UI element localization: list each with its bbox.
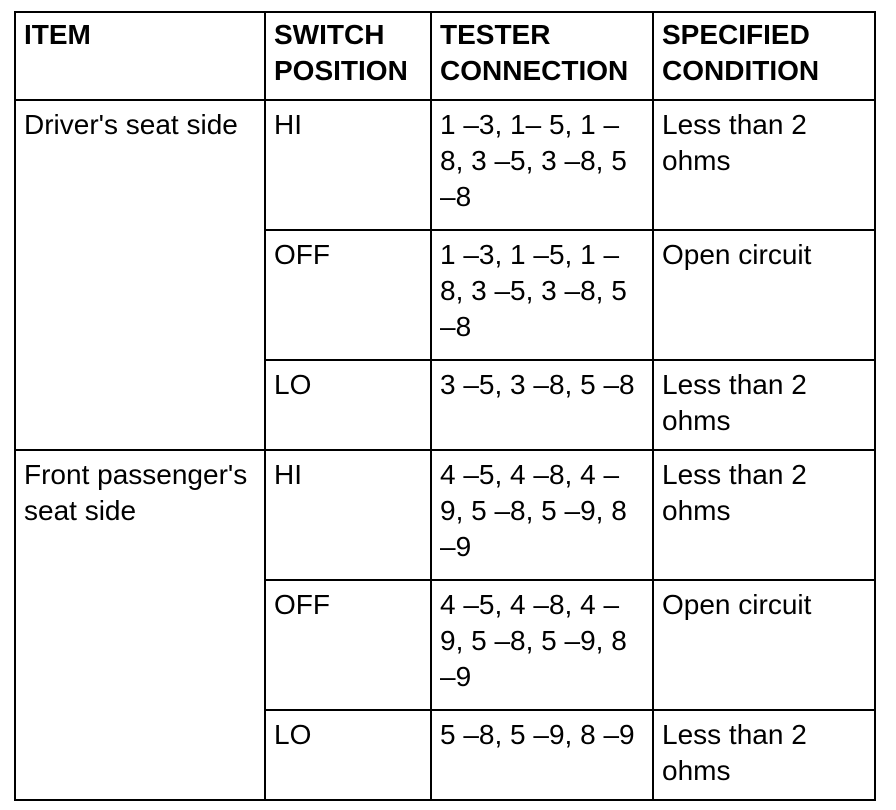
header-tester-connection-line-1: TESTER — [440, 19, 551, 50]
table-row — [15, 450, 875, 580]
switch-position-cell: HI — [265, 100, 431, 230]
switch-position-cell: LO — [265, 360, 431, 450]
header-item — [15, 12, 265, 100]
specified-condition-cell: Less than 2 ohms — [653, 450, 875, 580]
tester-connection-cell: 1 –3, 1– 5, 1 – 8, 3 –5, 3 –8, 5 –8 — [431, 100, 653, 230]
table-row — [15, 100, 875, 230]
header-item-line-1: ITEM — [24, 19, 91, 50]
tester-connection-cell: 1 –3, 1 –5, 1 – 8, 3 –5, 3 –8, 5 –8 — [431, 230, 653, 360]
tester-connection-cell: 4 –5, 4 –8, 4 – 9, 5 –8, 5 –9, 8 –9 — [431, 580, 653, 710]
header-tester-connection-line-2: CONNECTION — [440, 55, 629, 86]
specified-condition-cell: Open circuit — [653, 580, 875, 710]
switch-position-cell: HI — [265, 450, 431, 580]
specified-condition-cell: Less than 2 ohms — [653, 710, 875, 800]
header-specified-condition-line-2: CONDITION — [662, 55, 820, 86]
specified-condition-cell: Less than 2 ohms — [653, 360, 875, 450]
switch-position-cell: OFF — [265, 580, 431, 710]
tester-connection-cell: 3 –5, 3 –8, 5 –8 — [431, 360, 653, 450]
tester-connection-cell: 4 –5, 4 –8, 4 – 9, 5 –8, 5 –9, 8 –9 — [431, 450, 653, 580]
specified-condition-cell: Open circuit — [653, 230, 875, 360]
specified-condition-cell: Less than 2 ohms — [653, 100, 875, 230]
header-row — [15, 12, 875, 100]
item-cell: Driver's seat side — [15, 100, 265, 450]
header-switch-position-line-2: POSITION — [274, 55, 408, 86]
header-switch-position-line-1: SWITCH — [274, 19, 385, 50]
switch-position-cell: OFF — [265, 230, 431, 360]
header-specified-condition-line-1: SPECIFIED — [662, 19, 810, 50]
header-tester-connection — [431, 12, 653, 100]
tester-connection-cell: 5 –8, 5 –9, 8 –9 — [431, 710, 653, 800]
item-cell: Front passenger's seat side — [15, 450, 265, 800]
header-specified-condition — [653, 12, 875, 100]
specification-table — [14, 11, 876, 801]
switch-position-cell: LO — [265, 710, 431, 800]
header-switch-position — [265, 12, 431, 100]
